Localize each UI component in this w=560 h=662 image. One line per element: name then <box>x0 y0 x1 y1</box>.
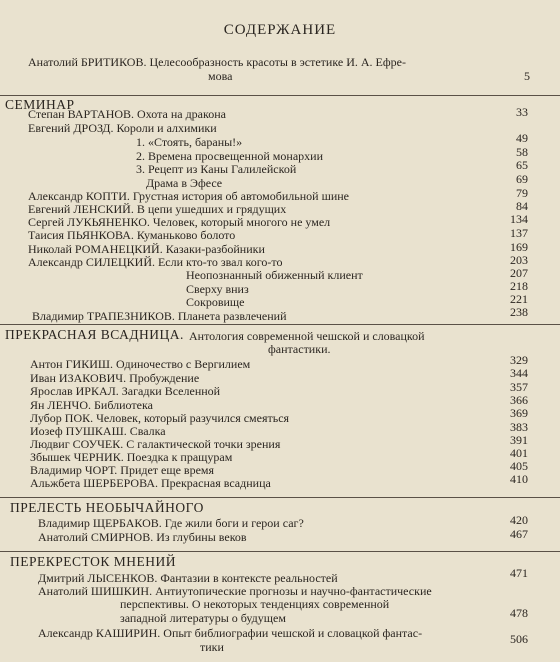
section-heading-vsadnica: ПРЕКРАСНАЯ ВСАДНИЦА. <box>5 327 184 342</box>
toc-entry: Иозеф ПУШКАШ. Свалка <box>30 424 166 438</box>
page-number: 506 <box>510 632 528 646</box>
page-number: 134 <box>510 212 528 226</box>
toc-entry: Антон ГИКИШ. Одиночество с Вергилием <box>30 357 251 371</box>
page-number: 467 <box>510 527 528 541</box>
toc-entry: Владимир ЧОРТ. Придет еще время <box>30 463 215 477</box>
section-heading-perekrestok: ПЕРЕКРЕСТОК МНЕНИЙ <box>10 554 176 569</box>
page-title: СОДЕРЖАНИЕ <box>223 22 337 38</box>
toc-entry: Сверху вниз <box>186 282 249 296</box>
toc-entry: Николай РОМАНЕЦКИЙ. Казаки-разбойники <box>28 242 265 256</box>
toc-entry: Таисия ПЬЯНКОВА. Куманьково болото <box>28 228 236 242</box>
page-number: 383 <box>510 420 528 434</box>
toc-entry: 1. «Стоять, бараны!» <box>136 135 243 149</box>
toc-entry: Александр СИЛЕЦКИЙ. Если кто-то звал кого-то <box>28 255 283 269</box>
toc-entry: Збышек ЧЕРНИК. Поездка к пращурам <box>30 450 233 464</box>
page-number: 238 <box>510 305 528 319</box>
toc-entry-cont: перспективы. О некоторых тенденциях современной <box>120 597 390 611</box>
page-number: 207 <box>510 266 528 280</box>
page-number: 137 <box>510 226 528 240</box>
page-number: 369 <box>510 406 528 420</box>
toc-entry: Анатолий СМИРНОВ. Из глубины веков <box>38 530 247 544</box>
page-number: 84 <box>516 199 528 213</box>
page-number: 49 <box>516 131 528 145</box>
page-number: 357 <box>510 380 528 394</box>
toc-entry: Анатолий ШИШКИН. Антиутопические прогнозы и научно-фантастические <box>38 584 432 598</box>
toc-entry: Драма в Эфесе <box>146 176 223 190</box>
toc-entry: Владимир ТРАПЕЗНИКОВ. Планета развлечений <box>32 309 287 323</box>
section-divider <box>0 95 560 96</box>
page-number: 65 <box>516 158 528 172</box>
page-number: 344 <box>510 366 528 380</box>
toc-entry: 3. Рецепт из Каны Галилейской <box>136 162 297 176</box>
toc-entry: Иван ИЗАКОВИЧ. Пробуждение <box>30 371 200 385</box>
section-divider <box>0 551 560 552</box>
page-number: 391 <box>510 433 528 447</box>
page-number: 471 <box>510 566 528 580</box>
page-number: 410 <box>510 472 528 486</box>
toc-entry: Александр КАШИРИН. Опыт библиографии чешской и словацкой фантас- <box>38 626 423 640</box>
page-number: 218 <box>510 279 528 293</box>
section-heading-seminar: СЕМИНАР <box>5 97 75 112</box>
page-number: 5 <box>524 69 530 83</box>
toc-entry: Дмитрий ЛЫСЕНКОВ. Фантазии в контексте реальностей <box>38 571 338 585</box>
page-number: 33 <box>516 105 528 119</box>
toc-entry: 2. Времена просвещенной монархии <box>136 149 323 163</box>
toc-entry: Евгений ДРОЗД. Короли и алхимики <box>28 121 217 135</box>
toc-entry: Евгений ЛЕНСКИЙ. В цепи ушедших и грядущих <box>28 202 287 216</box>
toc-entry: Альжбета ШЕРБЕРОВА. Прекрасная всадница <box>30 476 271 490</box>
toc-entry-britikov-cont: мова <box>208 69 233 83</box>
toc-entry-cont: тики <box>200 640 224 654</box>
section-subtitle-cont: фантастики. <box>268 342 331 356</box>
page-number: 366 <box>510 393 528 407</box>
page-number: 79 <box>516 186 528 200</box>
page-number: 69 <box>516 172 528 186</box>
toc-entry-cont: западной литературы о будущем <box>120 611 286 625</box>
toc-entry: Владимир ЩЕРБАКОВ. Где жили боги и герои саг? <box>38 516 304 530</box>
section-divider <box>0 497 560 498</box>
page-number: 401 <box>510 446 528 460</box>
page-number: 478 <box>510 606 528 620</box>
toc-entry: Лубор ПОК. Человек, который разучился смеяться <box>30 411 290 425</box>
page-number: 221 <box>510 292 528 306</box>
toc-entry: Ян ЛЕНЧО. Библиотека <box>30 398 153 412</box>
page-number: 420 <box>510 513 528 527</box>
toc-entry: Людвиг СОУЧЕК. С галактической точки зрения <box>30 437 281 451</box>
toc-entry: Ярослав ИРКАЛ. Загадки Вселенной <box>30 384 221 398</box>
toc-entry-britikov: Анатолий БРИТИКОВ. Целесообразность красоты в эстетике И. А. Ефре- <box>28 55 406 69</box>
page-number: 203 <box>510 253 528 267</box>
toc-entry: Сокровище <box>186 295 245 309</box>
section-subtitle: Антология современной чешской и словацкой <box>189 329 425 343</box>
section-divider <box>0 324 560 325</box>
page-number: 169 <box>510 240 528 254</box>
toc-entry: Александр КОПТИ. Грустная история об автомобильной шине <box>28 189 349 203</box>
page-number: 329 <box>510 353 528 367</box>
toc-entry: Степан ВАРТАНОВ. Охота на дракона <box>28 107 226 121</box>
toc-entry: Неопознанный обиженный клиент <box>186 268 363 282</box>
section-heading-prelest: ПРЕЛЕСТЬ НЕОБЫЧАЙНОГО <box>10 500 204 515</box>
toc-entry: Сергей ЛУКЬЯНЕНКО. Человек, который многого не умел <box>28 215 331 229</box>
page-number: 58 <box>516 145 528 159</box>
page-number: 405 <box>510 459 528 473</box>
